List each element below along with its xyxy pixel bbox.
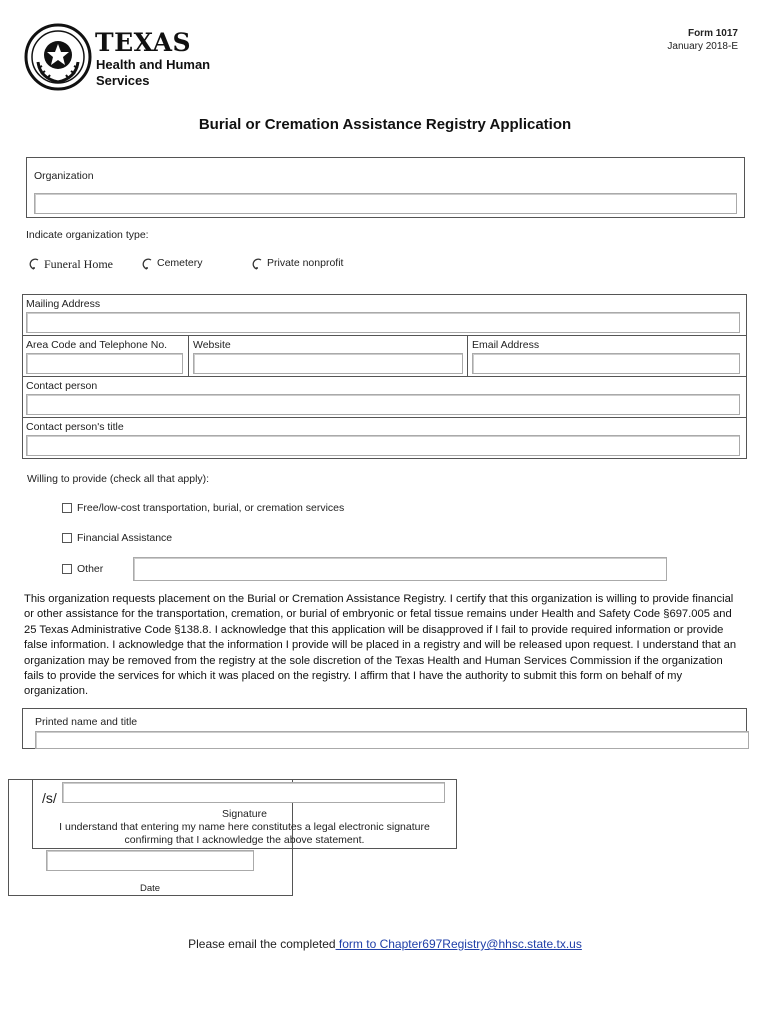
signature-input[interactable] (62, 782, 445, 803)
radio-funeral-home-label: Funeral Home (44, 257, 113, 271)
texas-seal-icon (24, 22, 92, 92)
signature-label: Signature (222, 808, 267, 820)
logo-line-2: Health and Human (96, 57, 211, 72)
org-type-prompt: Indicate organization type: (26, 229, 149, 241)
contact-title-input[interactable] (26, 435, 740, 456)
checkbox-other[interactable] (62, 564, 72, 574)
radio-funeral-home[interactable] (28, 256, 128, 272)
phone-label: Area Code and Telephone No. (26, 339, 168, 351)
radio-cemetery-label: Cemetery (157, 257, 203, 269)
checkbox-other-label: Other (77, 563, 104, 575)
radio-cemetery[interactable] (141, 256, 231, 272)
mailing-address-label: Mailing Address (26, 298, 101, 310)
divider (22, 417, 747, 418)
radio-private-nonprofit[interactable] (251, 256, 371, 272)
certification-text: This organization requests placement on the Burial or Cremation Assistance Registry. I certify that this organization is willing to provide financial or other assistance for the transportation, cremation, or burial of embryonic or fetal tissue remains under Health and Safety Code §697.005 and 25 Texas Administrative Code §138.8. I acknowledge that this application will be disapproved if I fail to provide required information or provide false information. I acknowledge that the information I provide will be placed in a registry and will be released upon request. I understand that an organization may be removed from the registry at the sole discretion of the Texas Health and Human Services Commission if the organization fails to provide the services for which it was placed on the registry. I affirm that I have the authority to submit this form on behalf of my organization. (24, 593, 737, 698)
footer-instruction (0, 937, 770, 951)
radio-private-nonprofit-label: Private nonprofit (267, 257, 344, 269)
website-label: Website (193, 339, 231, 351)
contact-person-label: Contact person (26, 380, 98, 392)
divider (188, 335, 189, 376)
form-date: January 2018-E (667, 41, 738, 52)
signature-note-1: I understand that entering my name here constitutes a legal electronic signature (59, 821, 430, 833)
organization-label: Organization (34, 170, 94, 182)
contact-title-label: Contact person's title (26, 421, 124, 433)
phone-input[interactable] (26, 353, 183, 374)
radio-circle-icon (251, 258, 263, 270)
divider (22, 376, 747, 377)
logo-line-3: Services (96, 73, 150, 88)
texas-hhs-logo (24, 22, 224, 94)
signature-note-2: confirming that I acknowledge the above statement. (124, 834, 365, 846)
divider (22, 335, 747, 336)
checkbox-transportation[interactable] (62, 503, 72, 513)
radio-circle-icon (141, 258, 153, 270)
date-input[interactable] (46, 850, 254, 871)
email-input[interactable] (472, 353, 740, 374)
checkbox-transportation-label: Free/low-cost transportation, burial, or cremation services (77, 502, 345, 514)
mailing-address-input[interactable] (26, 312, 740, 333)
checkbox-financial-label: Financial Assistance (77, 532, 173, 544)
checkbox-financial[interactable] (62, 533, 72, 543)
radio-circle-icon (28, 258, 40, 270)
printed-name-input[interactable] (35, 731, 749, 749)
email-link[interactable]: form to Chapter697Registry@hhsc.state.tx.us (335, 937, 582, 951)
website-input[interactable] (193, 353, 463, 374)
form-number: Form 1017 (687, 28, 738, 39)
services-prompt: Willing to provide (check all that apply): (27, 473, 210, 485)
other-input[interactable] (133, 557, 667, 581)
signature-prefix: /s/ (42, 790, 57, 806)
organization-input[interactable] (34, 193, 737, 214)
printed-name-label: Printed name and title (35, 716, 138, 728)
footer-text: Please email the completed (188, 937, 336, 951)
email-label: Email Address (472, 339, 540, 351)
divider (467, 335, 468, 376)
date-label: Date (139, 883, 161, 894)
page-title: Burial or Cremation Assistance Registry Application (198, 116, 572, 133)
logo-texas-word: TEXAS (95, 28, 192, 57)
contact-person-input[interactable] (26, 394, 740, 415)
